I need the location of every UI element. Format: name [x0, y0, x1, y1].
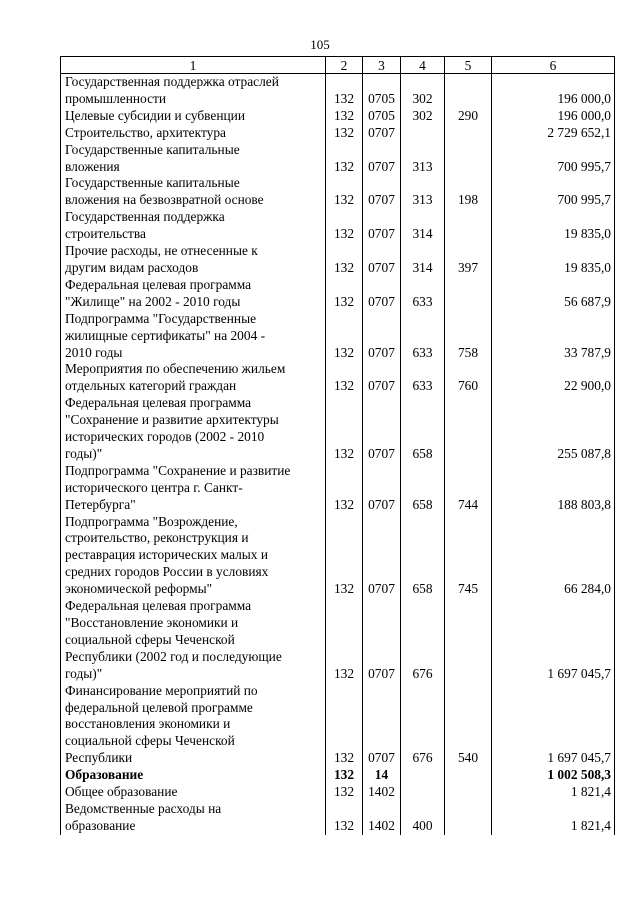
code-2: 132 [326, 361, 363, 395]
code-3: 0707 [363, 175, 401, 209]
table-row [61, 598, 615, 683]
code-3: 0707 [363, 243, 401, 277]
row-amount: 66 284,0 [492, 514, 615, 599]
table-row [61, 277, 615, 311]
code-2: 132 [326, 463, 363, 514]
code-3: 0707 [363, 361, 401, 395]
row-amount: 196 000,0 [492, 108, 615, 125]
code-4: 314 [401, 243, 445, 277]
table-row [61, 784, 615, 801]
row-name: Федеральная целевая программа "Сохранение и развитие архитектуры исторических городов (2002 - 2010 годы)" [61, 395, 326, 463]
table-row [61, 801, 615, 835]
table-row [61, 514, 615, 599]
code-4 [401, 125, 445, 142]
row-name: Подпрограмма "Возрождение, строительство, реконструкция и реставрация исторических малых и средних городов России в условиях экономической реформы" [61, 514, 326, 599]
code-5 [445, 209, 492, 243]
row-amount: 1 821,4 [492, 801, 615, 835]
code-5: 744 [445, 463, 492, 514]
code-5: 758 [445, 311, 492, 362]
row-name: Государственная поддержка строительства [61, 209, 326, 243]
column-header: 3 [363, 57, 401, 74]
code-5 [445, 767, 492, 784]
code-3: 0707 [363, 598, 401, 683]
table-row [61, 463, 615, 514]
row-name: Федеральная целевая программа "Жилище" на 2002 - 2010 годы [61, 277, 326, 311]
code-5 [445, 801, 492, 835]
code-4: 658 [401, 395, 445, 463]
row-name: Государственная поддержка отраслей промышленности [61, 74, 326, 108]
code-3: 0707 [363, 125, 401, 142]
table-row [61, 767, 615, 784]
column-header: 6 [492, 57, 615, 74]
code-2: 132 [326, 142, 363, 176]
header-row [61, 57, 615, 74]
row-amount: 196 000,0 [492, 74, 615, 108]
code-4: 313 [401, 175, 445, 209]
code-2: 132 [326, 125, 363, 142]
code-4: 400 [401, 801, 445, 835]
code-4: 314 [401, 209, 445, 243]
row-name: Мероприятия по обеспечению жильем отдельных категорий граждан [61, 361, 326, 395]
row-amount: 19 835,0 [492, 209, 615, 243]
code-5: 397 [445, 243, 492, 277]
code-2: 132 [326, 784, 363, 801]
code-5: 198 [445, 175, 492, 209]
code-5 [445, 125, 492, 142]
code-2: 132 [326, 395, 363, 463]
row-amount: 1 697 045,7 [492, 683, 615, 768]
row-amount: 1 002 508,3 [492, 767, 615, 784]
table-row [61, 125, 615, 142]
column-header: 2 [326, 57, 363, 74]
code-4: 302 [401, 108, 445, 125]
row-name: Федеральная целевая программа "Восстановление экономики и социальной сферы Чеченской Республики (2002 год и последующие годы)" [61, 598, 326, 683]
code-3: 0705 [363, 108, 401, 125]
row-amount: 1 821,4 [492, 784, 615, 801]
code-4 [401, 767, 445, 784]
row-name: Подпрограмма "Государственные жилищные сертификаты" на 2004 - 2010 годы [61, 311, 326, 362]
code-2: 132 [326, 801, 363, 835]
code-4 [401, 784, 445, 801]
code-3: 0707 [363, 395, 401, 463]
code-5 [445, 277, 492, 311]
code-5: 540 [445, 683, 492, 768]
code-4: 633 [401, 361, 445, 395]
row-amount: 700 995,7 [492, 142, 615, 176]
table-row [61, 74, 615, 108]
row-name: Государственные капитальные вложения [61, 142, 326, 176]
code-5 [445, 598, 492, 683]
code-4: 633 [401, 277, 445, 311]
code-2: 132 [326, 243, 363, 277]
table-row [61, 395, 615, 463]
code-5: 760 [445, 361, 492, 395]
row-name: Ведомственные расходы на образование [61, 801, 326, 835]
code-5 [445, 74, 492, 108]
row-amount: 19 835,0 [492, 243, 615, 277]
table-row [61, 108, 615, 125]
code-4: 633 [401, 311, 445, 362]
table-row [61, 311, 615, 362]
code-3: 0707 [363, 142, 401, 176]
row-name: Строительство, архитектура [61, 125, 326, 142]
row-name: Общее образование [61, 784, 326, 801]
row-name: Подпрограмма "Сохранение и развитие исторического центра г. Санкт- Петербурга" [61, 463, 326, 514]
code-2: 132 [326, 767, 363, 784]
column-header: 5 [445, 57, 492, 74]
row-name: Прочие расходы, не отнесенные к другим видам расходов [61, 243, 326, 277]
row-amount: 188 803,8 [492, 463, 615, 514]
code-2: 132 [326, 598, 363, 683]
budget-table [60, 56, 615, 835]
table-row [61, 243, 615, 277]
code-3: 0707 [363, 514, 401, 599]
code-2: 132 [326, 683, 363, 768]
column-header: 1 [61, 57, 326, 74]
code-5 [445, 784, 492, 801]
page-number: 105 [310, 37, 330, 52]
code-3: 1402 [363, 784, 401, 801]
code-3: 14 [363, 767, 401, 784]
row-amount: 22 900,0 [492, 361, 615, 395]
table-row [61, 209, 615, 243]
table-row [61, 142, 615, 176]
code-2: 132 [326, 209, 363, 243]
code-2: 132 [326, 277, 363, 311]
code-2: 132 [326, 311, 363, 362]
code-2: 132 [326, 108, 363, 125]
table-row [61, 175, 615, 209]
code-4: 658 [401, 514, 445, 599]
code-3: 0707 [363, 463, 401, 514]
row-amount: 2 729 652,1 [492, 125, 615, 142]
code-3: 0707 [363, 683, 401, 768]
row-name: Целевые субсидии и субвенции [61, 108, 326, 125]
code-3: 1402 [363, 801, 401, 835]
row-amount: 700 995,7 [492, 175, 615, 209]
row-amount: 33 787,9 [492, 311, 615, 362]
code-2: 132 [326, 514, 363, 599]
table-row [61, 361, 615, 395]
code-4: 676 [401, 598, 445, 683]
code-5 [445, 395, 492, 463]
row-amount: 1 697 045,7 [492, 598, 615, 683]
row-name: Государственные капитальные вложения на безвозвратной основе [61, 175, 326, 209]
table-row [61, 683, 615, 768]
code-4: 676 [401, 683, 445, 768]
row-name: Финансирование мероприятий по федеральной целевой программе восстановления экономики и социальной сферы Чеченской Республики [61, 683, 326, 768]
code-5: 745 [445, 514, 492, 599]
code-4: 658 [401, 463, 445, 514]
code-5 [445, 142, 492, 176]
code-4: 313 [401, 142, 445, 176]
code-3: 0707 [363, 209, 401, 243]
code-2: 132 [326, 175, 363, 209]
code-3: 0707 [363, 311, 401, 362]
code-2: 132 [326, 74, 363, 108]
code-5: 290 [445, 108, 492, 125]
code-3: 0705 [363, 74, 401, 108]
code-4: 302 [401, 74, 445, 108]
row-amount: 56 687,9 [492, 277, 615, 311]
code-3: 0707 [363, 277, 401, 311]
row-amount: 255 087,8 [492, 395, 615, 463]
row-name: Образование [61, 767, 326, 784]
column-header: 4 [401, 57, 445, 74]
